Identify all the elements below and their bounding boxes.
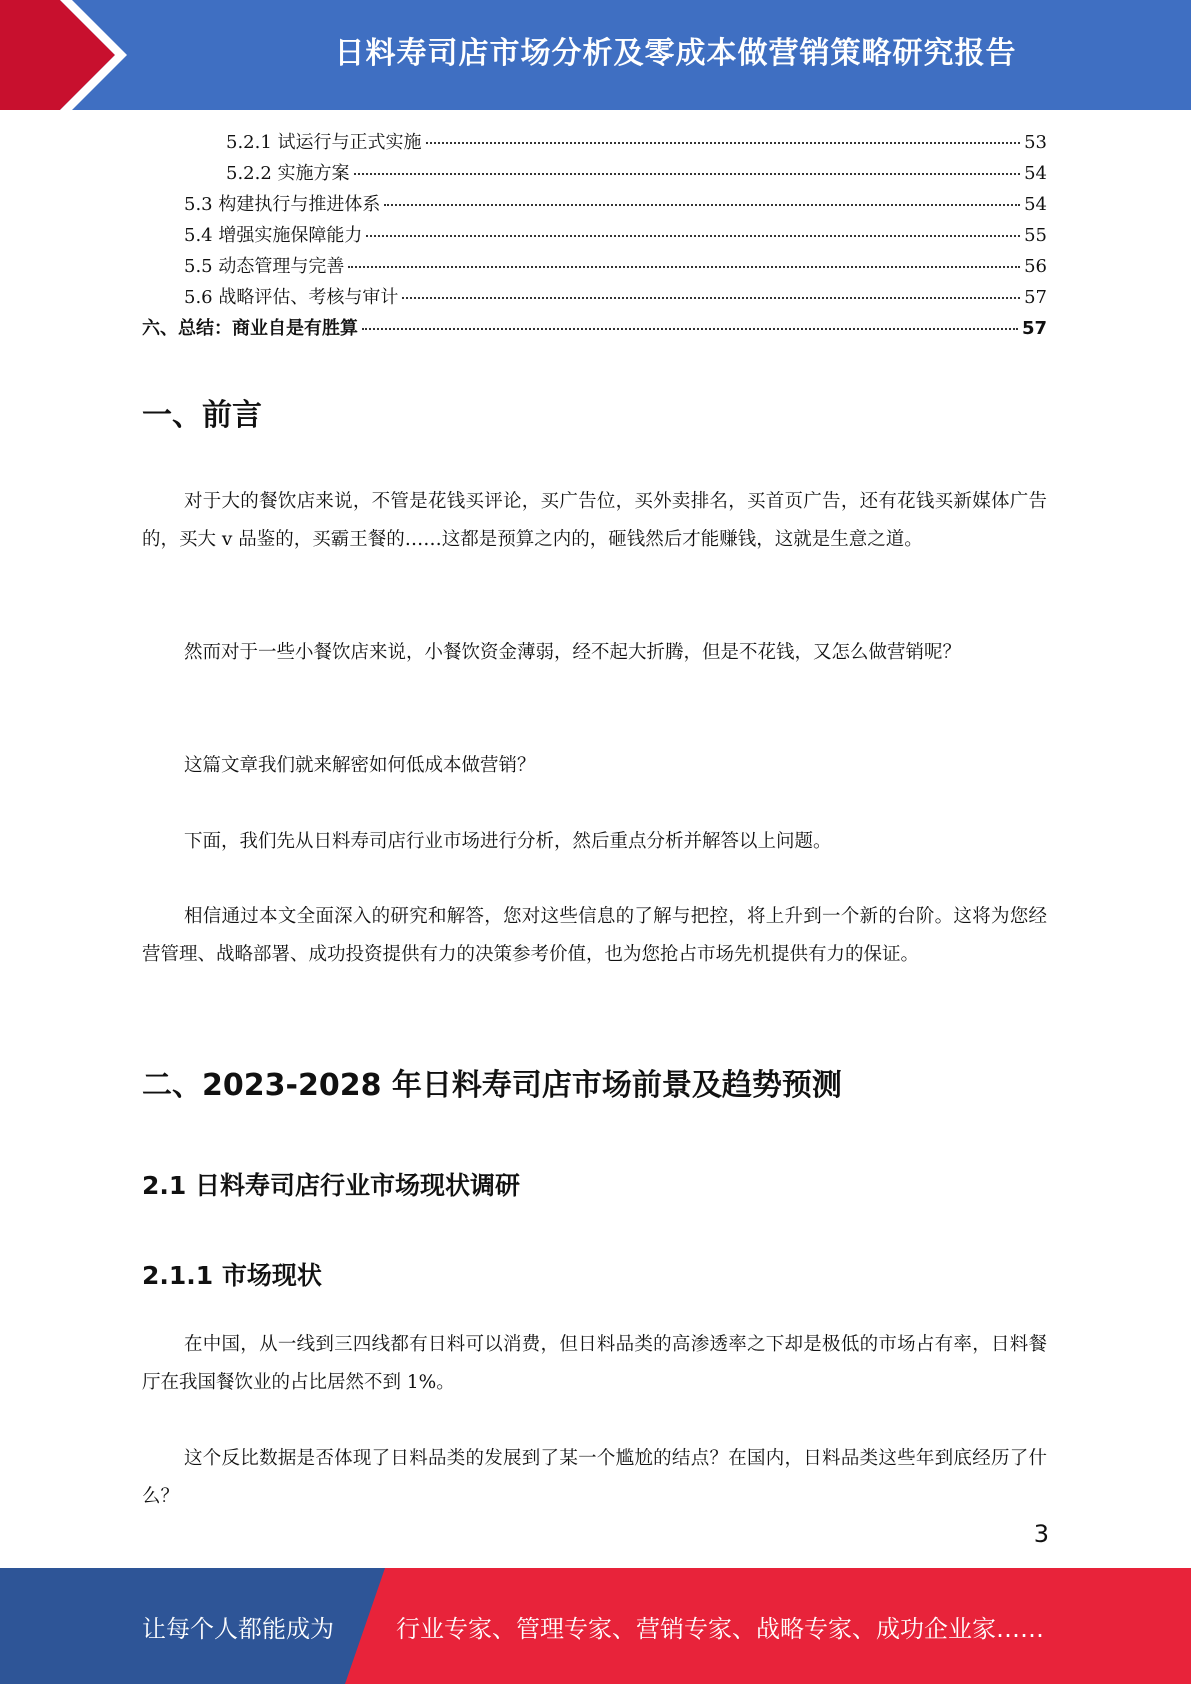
toc-item[interactable] [226,159,1047,189]
toc-item-label: 5.2.1 试运行与正式实施 [226,132,422,153]
toc-item-page: 56 [1024,256,1047,277]
section-heading: 二、2023-2028 年日料寿司店市场前景及趋势预测 [142,1068,842,1103]
paragraph: 然而对于一些小餐饮店来说，小餐饮资金薄弱，经不起大折腾，但是不花钱，又怎么做营销呢？ [184,642,962,663]
toc-leader [348,266,1020,268]
toc-item-page: 57 [1024,287,1047,308]
footer-slogan-right: 行业专家、管理专家、营销专家、战略专家、成功企业家…… [396,1614,1044,1643]
page-number: 3 [1033,1520,1049,1548]
toc-leader [366,235,1020,237]
toc-item[interactable] [142,314,1047,344]
toc-item-label: 5.3 构建执行与推进体系 [184,194,381,215]
toc-item-page: 54 [1024,163,1047,184]
toc-item[interactable] [184,221,1047,251]
toc-item-page: 57 [1021,318,1047,339]
subsubsection-heading: 2.1.1 市场现状 [142,1261,322,1290]
toc-leader [402,297,1020,299]
paragraph: 相信通过本文全面深入的研究和解答，您对这些信息的了解与把控，将上升到一个新的台阶。这将为您经营管理、战略部署、成功投资提供有力的决策参考价值，也为您抢占市场先机提供有力的保证。 [142,906,1047,965]
paragraph: 下面，我们先从日料寿司店行业市场进行分析，然后重点分析并解答以上问题。 [184,831,832,852]
paragraph: 这篇文章我们就来解密如何低成本做营销？ [184,755,536,776]
footer-slogan-left: 让每个人都能成为 [142,1614,334,1643]
paragraph: 这个反比数据是否体现了日料品类的发展到了某一个尴尬的结点？在国内，日料品类这些年到底经历了什么？ [142,1448,1047,1507]
paragraph: 在中国，从一线到三四线都有日料可以消费，但日料品类的高渗透率之下却是极低的市场占有率，日料餐厅在我国餐饮业的占比居然不到 1%。 [142,1334,1047,1393]
toc-leader [362,328,1018,330]
page-footer [0,1568,1191,1684]
toc-leader [354,173,1021,175]
header-arrow-icon [0,0,150,110]
toc-item[interactable] [184,252,1047,282]
toc-leader [384,204,1020,206]
toc-item-label: 5.5 动态管理与完善 [184,256,345,277]
toc-item-label: 六、总结：商业自是有胜算 [142,318,358,339]
toc-item-label: 5.2.2 实施方案 [226,163,350,184]
header-title: 日料寿司店市场分析及零成本做营销策略研究报告 [334,36,1017,71]
toc-item-label: 5.6 战略评估、考核与审计 [184,287,399,308]
toc-item-page: 55 [1024,225,1047,246]
toc-item[interactable] [226,128,1047,158]
toc-item[interactable] [184,283,1047,313]
toc-item-page: 54 [1024,194,1047,215]
page-header [0,0,1191,110]
toc-item[interactable] [184,190,1047,220]
toc-item-label: 5.4 增强实施保障能力 [184,225,363,246]
section-heading: 一、前言 [142,398,262,433]
paragraph: 对于大的餐饮店来说，不管是花钱买评论，买广告位，买外卖排名，买首页广告，还有花钱买新媒体广告的，买大 v 品鉴的，买霸王餐的……这都是预算之内的，砸钱然后才能赚钱，这就是生意之道。 [142,491,1047,550]
toc-item-page: 53 [1024,132,1047,153]
toc-leader [426,142,1021,144]
subsection-heading: 2.1 日料寿司店行业市场现状调研 [142,1171,520,1200]
